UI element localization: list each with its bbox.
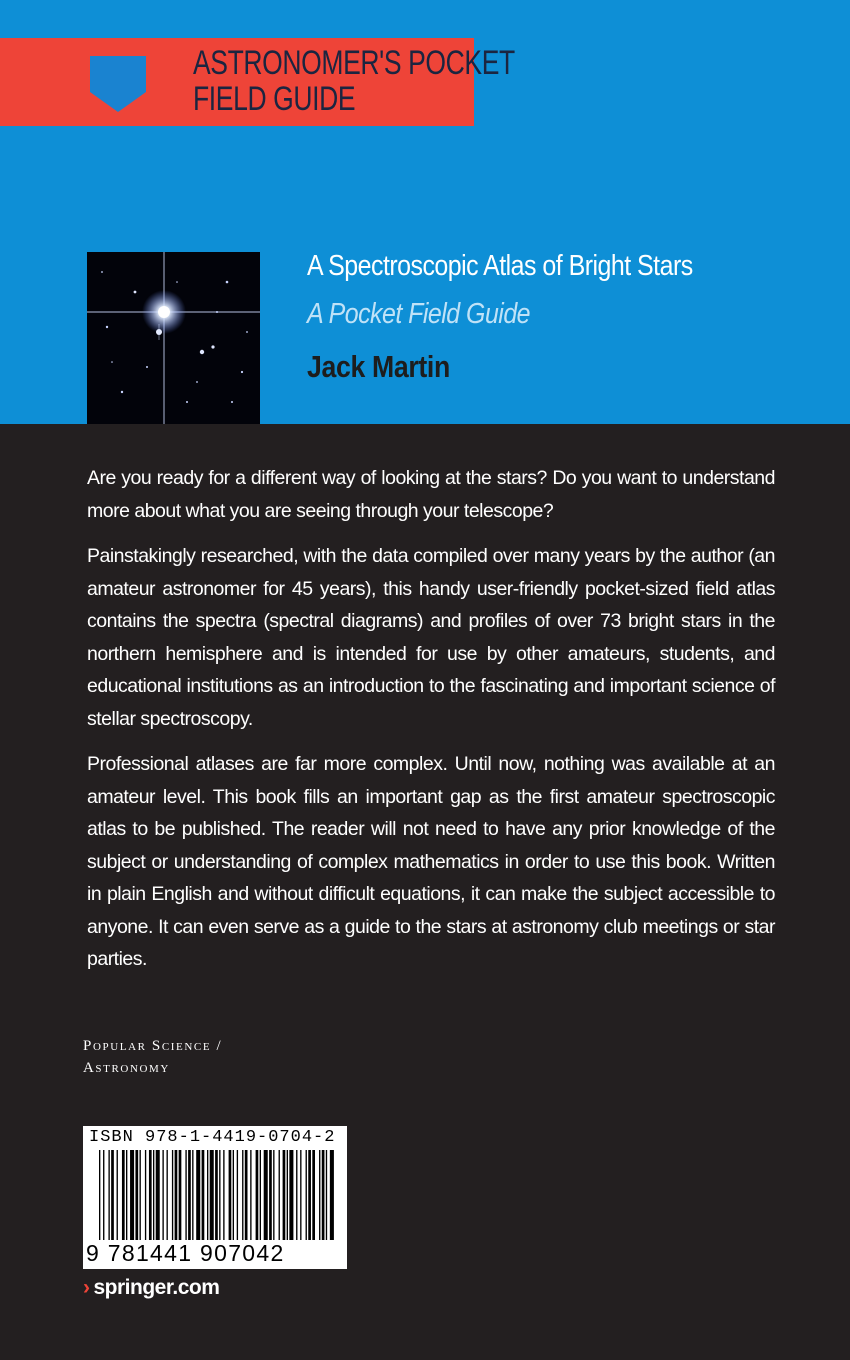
barcode-bar — [210, 1150, 214, 1240]
series-title — [193, 45, 515, 117]
barcode-bar — [260, 1150, 261, 1240]
blurb-paragraph-3: Professional atlases are far more complex. Until now, nothing was available at an amateur level. This book fills an important gap as the first amateur spectroscopic atlas to be published. The reader will not need to have any prior knowledge of the subject or understanding of complex mathematics in order to use this book. Written in plain English and without difficult equations, it can make the subject accessible to anyone. It can even serve as a guide to the stars at astronomy club meetings or star parties. — [87, 753, 775, 970]
barcode-bar — [289, 1150, 293, 1240]
category-line2: Astronomy — [83, 1060, 170, 1076]
barcode-bar — [130, 1150, 134, 1240]
barcode-bar — [167, 1150, 168, 1240]
barcode-bar — [162, 1150, 163, 1240]
barcode-bar — [126, 1150, 127, 1240]
barcode-bar — [273, 1150, 274, 1240]
isbn-label: ISBN 978-1-4419-0704-2 — [89, 1128, 336, 1147]
subject-category — [83, 1035, 222, 1079]
star-image — [87, 252, 260, 424]
series-title-line1: ASTRONOMER'S POCKET — [193, 44, 515, 82]
book-subtitle: A Pocket Field Guide — [307, 298, 531, 330]
barcode-bar — [117, 1150, 118, 1240]
barcode-bar — [103, 1150, 104, 1240]
barcode-bar — [233, 1150, 234, 1240]
shield-icon — [88, 52, 148, 114]
barcode-bar — [149, 1150, 152, 1240]
barcode-bar — [300, 1150, 301, 1240]
barcode-bar — [153, 1150, 154, 1240]
barcode-bar — [156, 1150, 160, 1240]
ean-digits: 9 781441 907042 — [86, 1240, 285, 1266]
barcode-bar — [172, 1150, 173, 1240]
book-title: A Spectroscopic Atlas of Bright Stars — [307, 250, 693, 282]
barcode-bar — [319, 1150, 320, 1240]
barcode-bar — [140, 1150, 141, 1240]
barcode-bar — [179, 1150, 182, 1240]
barcode-bar — [256, 1150, 259, 1240]
barcode-bar — [245, 1150, 248, 1240]
barcode-bar — [237, 1150, 238, 1240]
series-title-line2: FIELD GUIDE — [193, 80, 356, 118]
barcode-bar — [188, 1150, 191, 1240]
book-author: Jack Martin — [307, 349, 450, 384]
barcode-bar — [122, 1150, 125, 1240]
barcode-bar — [135, 1150, 138, 1240]
barcode-bar — [229, 1150, 232, 1240]
barcode-bar — [287, 1150, 288, 1240]
barcode-bar — [326, 1150, 327, 1240]
barcode-bar — [111, 1150, 114, 1240]
blurb — [87, 462, 775, 989]
series-banner — [0, 38, 515, 126]
blurb-paragraph-1: Are you ready for a different way of looking at the stars? Do you want to understand more about what you are seeing through your telescope? — [87, 467, 775, 522]
barcode-bar — [264, 1150, 268, 1240]
barcode-bar — [308, 1150, 311, 1240]
barcode-bar — [202, 1150, 205, 1240]
barcode — [83, 1126, 347, 1269]
barcode-bar — [223, 1150, 224, 1240]
barcode-bar — [207, 1150, 208, 1240]
category-line1: Popular Science / — [83, 1038, 223, 1054]
barcode-bar — [250, 1150, 251, 1240]
barcode-bar — [330, 1150, 334, 1240]
barcode-bar — [242, 1150, 243, 1240]
barcode-bar — [296, 1150, 297, 1240]
barcode-bar — [279, 1150, 280, 1240]
barcode-bar — [219, 1150, 220, 1240]
barcode-bar — [145, 1150, 146, 1240]
barcode-bar — [99, 1150, 100, 1240]
publisher-link[interactable] — [83, 1276, 219, 1300]
blurb-paragraph-2: Painstakingly researched, with the data compiled over many years by the author (an amateur astronomer for 45 years), this handy user-friendly pocket-sized field atlas contains the spectra (spectral diagrams) and profiles of over 73 bright stars in the northern hemisphere and is intended for use by other amateurs, students, and educational institutions as an introduction to the fascinating and important science of stellar spectroscopy. — [87, 545, 775, 730]
barcode-bar — [322, 1150, 325, 1240]
barcode-bar — [185, 1150, 186, 1240]
publisher-name: springer.com — [93, 1276, 220, 1299]
barcode-bar — [269, 1150, 272, 1240]
barcode-bar — [215, 1150, 218, 1240]
barcode-bar — [192, 1150, 193, 1240]
barcode-bar — [283, 1150, 286, 1240]
barcode-bar — [175, 1150, 178, 1240]
barcode-bar — [306, 1150, 307, 1240]
barcode-bar — [312, 1150, 315, 1240]
barcode-bar — [108, 1150, 109, 1240]
barcode-bar — [196, 1150, 200, 1240]
chevron-right-icon: › — [83, 1276, 90, 1299]
